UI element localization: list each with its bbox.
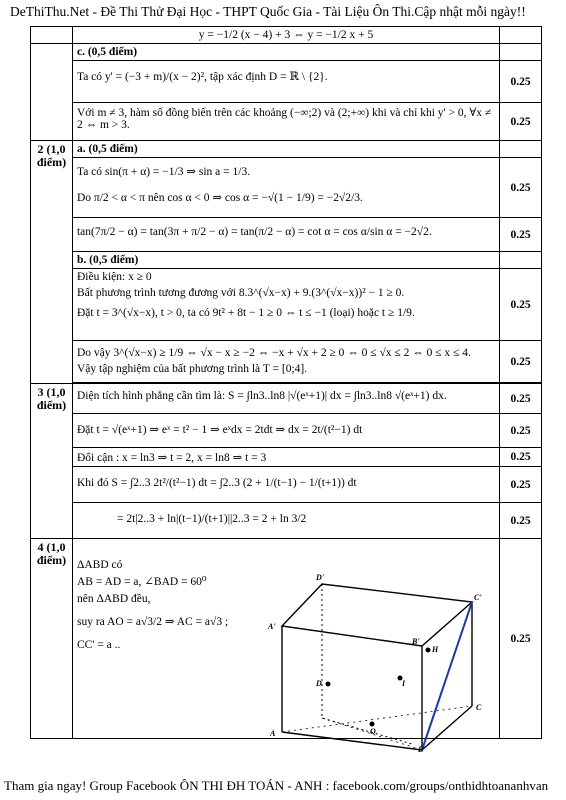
hidden-diagonal — [282, 706, 472, 732]
table-row — [31, 503, 542, 539]
points-cell: 0.25 — [500, 384, 542, 414]
table-row — [31, 103, 542, 141]
points-cell — [500, 252, 542, 269]
content-cell — [72, 448, 499, 467]
content-cell — [72, 252, 499, 269]
content-text: Do vậy 3^(√x−x) ≥ 1/9 ⇔ √x − x ≥ −2 ⇔ −x + √x + 2 ≥ 0 ⇔ 0 ≤ √x ≤ 2 ⇔ 0 ≤ x ≤ 4. — [76, 347, 471, 359]
table-row — [31, 448, 542, 467]
content-cell — [72, 158, 499, 218]
label-i: I — [402, 679, 406, 688]
point-d — [326, 682, 331, 687]
point-o — [370, 722, 375, 727]
table-row — [31, 218, 542, 252]
points-cell: 0.25 — [500, 158, 542, 218]
content-text: Ta có sin(π + α) = −1/3 ⇒ sin a = 1/3. — [76, 166, 251, 178]
points-cell: 0.25 — [500, 61, 542, 103]
label-a: A — [270, 729, 276, 738]
content-cell — [72, 103, 499, 141]
point-h — [426, 648, 431, 653]
table-row — [31, 141, 542, 158]
points-cell: 0.25 — [500, 218, 542, 252]
label-a-prime: A' — [268, 622, 276, 631]
label-o: O — [370, 727, 376, 736]
table-row — [31, 384, 542, 414]
label-d: D — [316, 679, 322, 688]
question-number: 2 (1,0 điểm) — [31, 141, 73, 384]
content-text: suy ra AO = a√3/2 ⇒ AC = a√3 ; — [76, 616, 229, 628]
points-cell: 0.25 — [500, 341, 542, 383]
part-label: c. (0,5 điểm) — [76, 46, 138, 58]
points-cell: 0.25 — [500, 103, 542, 141]
points-cell: 0.25 — [500, 269, 542, 341]
label-b-prime: B' — [412, 637, 420, 646]
content-text: Diện tích hình phẳng cần tìm là: S = ∫ln3..ln8 |√(eˣ+1)| dx = ∫ln3..ln8 √(eˣ+1) dx. — [76, 390, 447, 402]
content-text: Đặt t = √(eˣ+1) ⇒ eˣ = t² − 1 ⇒ eˣdx = 2tdt ⇒ dx = 2t/(t²−1) dt — [76, 424, 363, 436]
content-cell — [72, 384, 499, 414]
label-c-prime: C' — [474, 593, 482, 602]
table-row — [31, 341, 542, 383]
content-cell — [72, 27, 499, 44]
points-cell — [500, 141, 542, 158]
table-row — [31, 61, 542, 103]
top-face — [282, 584, 472, 646]
content-text: Khi đó S = ∫2..3 2t²/(t²−1) dt = ∫2..3 (2 + 1/(t−1) − 1/(t+1)) dt — [76, 477, 357, 489]
parallelepiped-figure — [262, 572, 498, 752]
table-row — [31, 252, 542, 269]
question-number: 3 (1,0 điểm) — [31, 384, 73, 539]
points-cell: 0.25 — [500, 414, 542, 448]
content-text: Đổi cận : x = ln3 ⇒ t = 2, x = ln8 ⇒ t = 3 — [76, 452, 267, 464]
content-cell — [72, 44, 499, 61]
table-row — [31, 414, 542, 448]
content-cell — [72, 467, 499, 503]
table-row — [31, 158, 542, 218]
content-cell — [72, 61, 499, 103]
table-row — [31, 44, 542, 61]
table-row — [31, 467, 542, 503]
content-text: Bất phương trình tương đương với 8.3^(√x−x) + 9.(3^(√x−x))² − 1 ≥ 0. — [76, 287, 405, 299]
content-text: Do π/2 < α < π nên cos α < 0 ⇒ cos α = −√(1 − 1/9) = −2√2/3. — [76, 192, 363, 204]
part-label: a. (0,5 điểm) — [76, 143, 138, 155]
label-b: B — [418, 745, 424, 752]
points-cell — [500, 27, 542, 44]
equation-line: y = −1/2 (x − 4) + 3 ⇔ y = −1/2 x + 5 — [198, 29, 374, 41]
question-cell — [31, 27, 73, 44]
points-cell: 0.25 — [500, 448, 542, 467]
content-text: nên ΔABD đều, — [76, 593, 151, 605]
content-text: Đặt t = 3^(√x−x), t > 0, ta có 9t² + 8t − 1 ≥ 0 ⇔ t ≤ −1 (loại) hoặc t ≥ 1/9. — [76, 307, 415, 319]
label-c: C — [476, 703, 482, 712]
page-header: DeThiThu.Net - Đề Thi Thử Đại Học - THPT Quốc Gia - Tài Liệu Ôn Thi.Cập nhật mỗi ngày!! — [10, 4, 526, 19]
content-text: = 2t|2..3 + ln|(t−1)/(t+1)||2..3 = 2 + ln 3/2 — [116, 513, 307, 525]
table-row — [31, 27, 542, 44]
points-cell: 0.25 — [500, 467, 542, 503]
content-cell — [72, 269, 499, 341]
content-text-block — [77, 541, 277, 654]
content-cell — [72, 141, 499, 158]
page-footer: Tham gia ngay! Group Facebook ÔN THI ĐH TOÁN - ANH : facebook.com/groups/onthidhtoananhvan — [4, 778, 549, 793]
content-text: AB = AD = a, ∠BAD = 60⁰ — [76, 576, 207, 588]
question-number: 4 (1,0 điểm) — [31, 539, 73, 739]
points-cell — [500, 44, 542, 61]
content-cell — [72, 414, 499, 448]
points-cell: 0.25 — [500, 503, 542, 539]
content-text: Với m ≠ 3, hàm số đồng biến trên các khoảng (−∞;2) và (2;+∞) khi và chỉ khi y' > 0, ∀x ≠ 2 ⇔ m > 3. — [76, 107, 492, 131]
content-text: Vậy tập nghiệm của bất phương trình là T = [0;4]. — [76, 363, 308, 375]
label-d-prime: D' — [316, 573, 324, 582]
content-text: Điều kiện: x ≥ 0 — [76, 271, 152, 283]
table-row — [31, 269, 542, 341]
content-text: Ta có y' = (−3 + m)/(x − 2)², tập xác định D = ℝ \ {2}. — [76, 71, 328, 83]
content-cell — [72, 341, 499, 383]
content-text: tan(7π/2 − α) = tan(3π + π/2 − α) = tan(π/2 − α) = cot α = cos α/sin α = −2√2. — [76, 226, 432, 238]
points-cell: 0.25 — [500, 539, 542, 739]
part-label: b. (0,5 điểm) — [76, 254, 139, 266]
label-h: H — [432, 645, 439, 654]
question-cell — [31, 44, 73, 141]
content-cell — [72, 503, 499, 539]
content-text: CC' = a .. — [76, 639, 121, 651]
content-cell — [72, 218, 499, 252]
content-text: ΔABD có — [76, 559, 123, 571]
